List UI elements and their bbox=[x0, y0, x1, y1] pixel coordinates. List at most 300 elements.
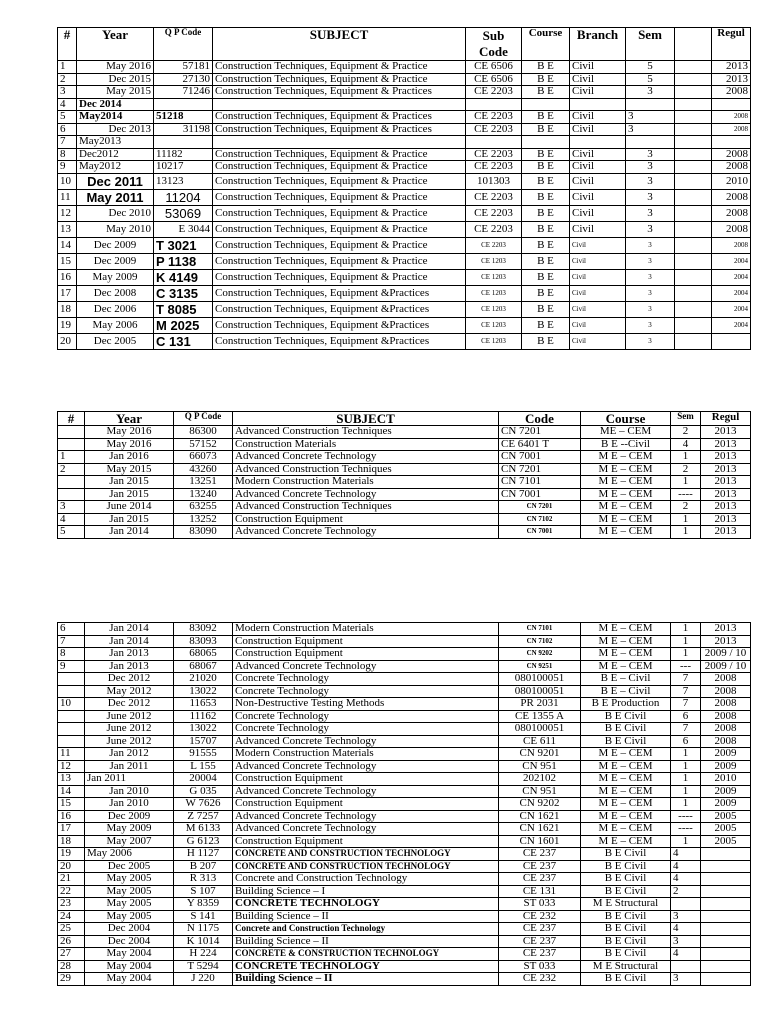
table-cell: 3 bbox=[626, 189, 675, 205]
table-row bbox=[58, 835, 751, 848]
table-cell: 7 bbox=[671, 673, 701, 686]
header-cell: Course bbox=[581, 412, 671, 426]
table-cell: 3 bbox=[626, 161, 675, 174]
table-row bbox=[58, 785, 751, 798]
table-cell bbox=[701, 873, 751, 886]
table-cell: 11 bbox=[58, 189, 77, 205]
table-cell: CE 2203 bbox=[466, 161, 522, 174]
table-cell bbox=[701, 910, 751, 923]
table-cell: Advanced Concrete Technology bbox=[233, 735, 499, 748]
table-cell: 1 bbox=[671, 648, 701, 661]
exam-papers-table-3 bbox=[57, 622, 751, 986]
table-cell bbox=[466, 136, 522, 149]
table-cell: 2008 bbox=[712, 189, 751, 205]
table-cell: CN 7101 bbox=[499, 623, 581, 636]
table-cell: 2004 bbox=[712, 317, 751, 333]
table-cell: B E Civil bbox=[581, 885, 671, 898]
table-cell: CN 9251 bbox=[499, 660, 581, 673]
table-cell: P 1138 bbox=[154, 253, 213, 269]
table-cell: S 107 bbox=[174, 885, 233, 898]
table-cell: 17 bbox=[58, 285, 77, 301]
table-cell bbox=[213, 98, 466, 111]
table-cell: May 2005 bbox=[85, 873, 174, 886]
table-cell: CN 1601 bbox=[499, 835, 581, 848]
table-cell: 11162 bbox=[174, 710, 233, 723]
table-cell bbox=[675, 253, 712, 269]
table-cell bbox=[675, 123, 712, 136]
table-cell: Non-Destructive Testing Methods bbox=[233, 698, 499, 711]
table-cell: May 2016 bbox=[85, 426, 174, 439]
table-cell: 27130 bbox=[154, 73, 213, 86]
table-row bbox=[58, 61, 751, 74]
table-cell: 7 bbox=[671, 698, 701, 711]
table-cell: M E – CEM bbox=[581, 798, 671, 811]
table-row bbox=[58, 333, 751, 349]
table-row bbox=[58, 86, 751, 99]
table-cell: Construction Equipment bbox=[233, 798, 499, 811]
table-cell: Z 7257 bbox=[174, 810, 233, 823]
table-row bbox=[58, 798, 751, 811]
table-cell bbox=[675, 301, 712, 317]
table-cell: May2013 bbox=[77, 136, 154, 149]
table-cell: CN 7101 bbox=[499, 476, 581, 489]
table-cell bbox=[675, 111, 712, 124]
table-cell: Advanced Construction Techniques bbox=[233, 463, 499, 476]
table-cell: Construction Techniques, Equipment &Practices bbox=[213, 285, 466, 301]
table-row bbox=[58, 673, 751, 686]
table-cell bbox=[671, 960, 701, 973]
table-cell: May 2004 bbox=[85, 948, 174, 961]
table-cell: 1 bbox=[58, 61, 77, 74]
table-cell: 53069 bbox=[154, 205, 213, 221]
table-cell: 2013 bbox=[701, 451, 751, 464]
table-cell: Construction Techniques, Equipment & Practice bbox=[213, 73, 466, 86]
table-cell: 68065 bbox=[174, 648, 233, 661]
table-cell: 91555 bbox=[174, 748, 233, 761]
table-cell: 2013 bbox=[701, 526, 751, 539]
table-cell: 12 bbox=[58, 760, 85, 773]
table-cell: CN 9201 bbox=[499, 748, 581, 761]
table-cell bbox=[213, 136, 466, 149]
table-cell bbox=[154, 98, 213, 111]
table-cell: May 2006 bbox=[77, 317, 154, 333]
table-cell: CONCRETE TECHNOLOGY bbox=[233, 960, 499, 973]
table-row bbox=[58, 635, 751, 648]
table-cell: May 2006 bbox=[85, 848, 174, 861]
table-cell: 2013 bbox=[712, 61, 751, 74]
table-cell: CE 2203 bbox=[466, 148, 522, 161]
table-row bbox=[58, 873, 751, 886]
table-cell: CE 1355 A bbox=[499, 710, 581, 723]
table-cell: 3 bbox=[671, 910, 701, 923]
table-cell: 24 bbox=[58, 910, 85, 923]
table-cell: 2 bbox=[671, 426, 701, 439]
table-cell: 2005 bbox=[701, 835, 751, 848]
table-cell: Jan 2014 bbox=[85, 635, 174, 648]
table-cell: June 2012 bbox=[85, 735, 174, 748]
table-cell: 1 bbox=[671, 785, 701, 798]
table-cell: Construction Equipment bbox=[233, 773, 499, 786]
table-cell: 6 bbox=[58, 123, 77, 136]
table-cell: CN 7201 bbox=[499, 501, 581, 514]
table-cell: CN 1621 bbox=[499, 810, 581, 823]
table-cell: Civil bbox=[570, 111, 626, 124]
table-row bbox=[58, 501, 751, 514]
table-cell: Building Science – I bbox=[233, 885, 499, 898]
table-cell: ---- bbox=[671, 823, 701, 836]
header-cell: Sub Code bbox=[466, 28, 522, 61]
table-cell bbox=[522, 136, 570, 149]
table-cell: 202102 bbox=[499, 773, 581, 786]
table-cell: 1 bbox=[671, 451, 701, 464]
table-cell: 1 bbox=[58, 451, 85, 464]
table-cell: Advanced Construction Techniques bbox=[233, 501, 499, 514]
table-cell: CE 2203 bbox=[466, 237, 522, 253]
table-cell: Construction Equipment bbox=[233, 513, 499, 526]
table-cell: Dec 2014 bbox=[77, 98, 154, 111]
table-row bbox=[58, 735, 751, 748]
table-cell: 4 bbox=[58, 513, 85, 526]
table-cell: June 2012 bbox=[85, 723, 174, 736]
table-cell: 3 bbox=[626, 333, 675, 349]
table-cell: B E – Civil bbox=[581, 685, 671, 698]
table-cell: CN 9202 bbox=[499, 648, 581, 661]
table-cell: C 131 bbox=[154, 333, 213, 349]
table-cell: B E --Civil bbox=[581, 438, 671, 451]
table-cell: 080100051 bbox=[499, 685, 581, 698]
table-cell bbox=[58, 426, 85, 439]
table-cell: 5 bbox=[626, 73, 675, 86]
table-cell: 14 bbox=[58, 785, 85, 798]
table-cell: 43260 bbox=[174, 463, 233, 476]
table-cell: Civil bbox=[570, 73, 626, 86]
table-cell: B E Civil bbox=[581, 710, 671, 723]
table-cell bbox=[675, 269, 712, 285]
table-cell: M E – CEM bbox=[581, 488, 671, 501]
table-cell: M E Structural bbox=[581, 898, 671, 911]
table-cell: B E Civil bbox=[581, 848, 671, 861]
table-cell: 2013 bbox=[701, 513, 751, 526]
table-cell: CE 237 bbox=[499, 948, 581, 961]
table-cell: B E bbox=[522, 148, 570, 161]
table-cell: Concrete Technology bbox=[233, 685, 499, 698]
table-cell: 080100051 bbox=[499, 673, 581, 686]
table-cell: 101303 bbox=[466, 173, 522, 189]
table-cell: Civil bbox=[570, 221, 626, 237]
table-cell: 3 bbox=[671, 935, 701, 948]
table-cell: CN 7001 bbox=[499, 451, 581, 464]
table-cell: 2008 bbox=[701, 685, 751, 698]
table-cell: Dec 2013 bbox=[77, 123, 154, 136]
table-cell: 2004 bbox=[712, 253, 751, 269]
table-row bbox=[58, 438, 751, 451]
table-cell: Civil bbox=[570, 285, 626, 301]
table-cell: B E Civil bbox=[581, 860, 671, 873]
header-cell: Regul bbox=[712, 28, 751, 61]
table-cell: 66073 bbox=[174, 451, 233, 464]
table-cell: M E – CEM bbox=[581, 526, 671, 539]
table-cell: 1 bbox=[671, 835, 701, 848]
table-cell: 19 bbox=[58, 317, 77, 333]
table-cell: Concrete Technology bbox=[233, 710, 499, 723]
table-cell: 14 bbox=[58, 237, 77, 253]
table-row bbox=[58, 253, 751, 269]
table-cell: CE 237 bbox=[499, 873, 581, 886]
table-cell: 21020 bbox=[174, 673, 233, 686]
table-cell: 83092 bbox=[174, 623, 233, 636]
table-cell: 13022 bbox=[174, 723, 233, 736]
table-cell: CE 1203 bbox=[466, 269, 522, 285]
table-cell bbox=[712, 136, 751, 149]
table-cell: 4 bbox=[671, 438, 701, 451]
table-cell: 7 bbox=[671, 723, 701, 736]
table-cell: CN 951 bbox=[499, 760, 581, 773]
table-cell: B E Civil bbox=[581, 935, 671, 948]
table-cell: M E – CEM bbox=[581, 476, 671, 489]
table-cell: Jan 2013 bbox=[85, 660, 174, 673]
header-cell: Regul bbox=[701, 412, 751, 426]
table-cell: 3 bbox=[626, 123, 675, 136]
table-cell bbox=[675, 161, 712, 174]
table-row bbox=[58, 426, 751, 439]
table-cell: 2008 bbox=[701, 723, 751, 736]
table-cell: Jan 2015 bbox=[85, 513, 174, 526]
table-cell: B E bbox=[522, 269, 570, 285]
table-cell: Construction Techniques, Equipment & Practice bbox=[213, 189, 466, 205]
table-cell: 21 bbox=[58, 873, 85, 886]
table-row bbox=[58, 111, 751, 124]
table-cell: M E – CEM bbox=[581, 623, 671, 636]
table-cell: M E – CEM bbox=[581, 748, 671, 761]
table-cell: Construction Techniques, Equipment & Practices bbox=[213, 86, 466, 99]
header-cell: Course bbox=[522, 28, 570, 61]
table-cell: 1 bbox=[671, 773, 701, 786]
table-cell: B E bbox=[522, 73, 570, 86]
table-cell: T 8085 bbox=[154, 301, 213, 317]
table-cell: 26 bbox=[58, 935, 85, 948]
table-cell: 3 bbox=[626, 221, 675, 237]
table-cell: Advanced Concrete Technology bbox=[233, 810, 499, 823]
table-cell: Dec 2006 bbox=[77, 301, 154, 317]
table-cell: 2008 bbox=[701, 735, 751, 748]
table-cell: Civil bbox=[570, 269, 626, 285]
table-cell: Dec 2009 bbox=[85, 810, 174, 823]
table-cell: 13123 bbox=[154, 173, 213, 189]
table-cell: 2013 bbox=[701, 623, 751, 636]
table-row bbox=[58, 173, 751, 189]
table-cell: 3 bbox=[626, 205, 675, 221]
table-cell: 51218 bbox=[154, 111, 213, 124]
table-cell: Dec 2005 bbox=[85, 860, 174, 873]
table-cell: B E bbox=[522, 253, 570, 269]
table-cell: Dec 2011 bbox=[77, 173, 154, 189]
table-cell bbox=[58, 438, 85, 451]
table-cell: 2 bbox=[671, 885, 701, 898]
table-cell bbox=[58, 723, 85, 736]
table-cell: 1 bbox=[671, 760, 701, 773]
table-row bbox=[58, 748, 751, 761]
table-row bbox=[58, 488, 751, 501]
table-cell: Construction Materials bbox=[233, 438, 499, 451]
table-cell: B E bbox=[522, 173, 570, 189]
table-row bbox=[58, 723, 751, 736]
table-cell: B E bbox=[522, 285, 570, 301]
table-cell: 28 bbox=[58, 960, 85, 973]
table-cell: CE 237 bbox=[499, 860, 581, 873]
table-cell: 3 bbox=[671, 973, 701, 986]
table-cell: 2008 bbox=[701, 673, 751, 686]
table-row bbox=[58, 648, 751, 661]
table-cell: G 6123 bbox=[174, 835, 233, 848]
table-cell: B E bbox=[522, 333, 570, 349]
table-cell: Y 8359 bbox=[174, 898, 233, 911]
table-cell: K 4149 bbox=[154, 269, 213, 285]
table-cell: Building Science – II bbox=[233, 973, 499, 986]
table-cell: CE 1203 bbox=[466, 301, 522, 317]
table-cell: 83090 bbox=[174, 526, 233, 539]
table-cell: 11182 bbox=[154, 148, 213, 161]
header-cell: SUBJECT bbox=[213, 28, 466, 61]
table-cell: 3 bbox=[626, 285, 675, 301]
table-cell bbox=[675, 205, 712, 221]
table-cell: 2008 bbox=[712, 123, 751, 136]
table-cell: Modern Construction Materials bbox=[233, 623, 499, 636]
table-cell bbox=[712, 98, 751, 111]
table-cell: Dec 2005 bbox=[77, 333, 154, 349]
table-cell: 15 bbox=[58, 798, 85, 811]
table-cell bbox=[626, 98, 675, 111]
table-cell: M E – CEM bbox=[581, 513, 671, 526]
table-cell: May 2004 bbox=[85, 960, 174, 973]
table-header-row bbox=[58, 412, 751, 426]
table-row bbox=[58, 773, 751, 786]
table-cell: May 2015 bbox=[77, 86, 154, 99]
table-cell: CE 237 bbox=[499, 923, 581, 936]
table-cell: 2013 bbox=[701, 463, 751, 476]
table-cell: 4 bbox=[671, 948, 701, 961]
table-cell: Concrete and Construction Technology bbox=[233, 873, 499, 886]
table-cell bbox=[570, 136, 626, 149]
table-cell: B E bbox=[522, 189, 570, 205]
table-cell: Dec 2009 bbox=[77, 237, 154, 253]
table-cell: Building Science – II bbox=[233, 910, 499, 923]
table-cell: Dec 2015 bbox=[77, 73, 154, 86]
table-cell: 2008 bbox=[712, 237, 751, 253]
table-cell: ST 033 bbox=[499, 960, 581, 973]
table-cell: CE 2203 bbox=[466, 221, 522, 237]
table-cell: 63255 bbox=[174, 501, 233, 514]
table-cell: 2 bbox=[671, 463, 701, 476]
table-cell: 2009 bbox=[701, 785, 751, 798]
table-cell: M E – CEM bbox=[581, 635, 671, 648]
table-cell bbox=[701, 923, 751, 936]
table-cell: CE 1203 bbox=[466, 317, 522, 333]
table-cell: Jan 2010 bbox=[85, 785, 174, 798]
table-cell: Construction Techniques, Equipment &Practices bbox=[213, 333, 466, 349]
table-cell: 10 bbox=[58, 173, 77, 189]
table-cell: CE 1203 bbox=[466, 285, 522, 301]
table-cell bbox=[58, 710, 85, 723]
table-cell: 1 bbox=[671, 476, 701, 489]
table-cell bbox=[701, 848, 751, 861]
exam-papers-table-2 bbox=[57, 411, 751, 539]
table-row bbox=[58, 285, 751, 301]
table-cell: Jan 2016 bbox=[85, 451, 174, 464]
table-cell: 13 bbox=[58, 773, 85, 786]
table-cell: ME – CEM bbox=[581, 426, 671, 439]
table-cell: May2014 bbox=[77, 111, 154, 124]
table-cell: 68067 bbox=[174, 660, 233, 673]
table-row bbox=[58, 161, 751, 174]
table-cell: 25 bbox=[58, 923, 85, 936]
table-row bbox=[58, 848, 751, 861]
table-cell: 3 bbox=[626, 317, 675, 333]
table-cell: Jan 2011 bbox=[85, 760, 174, 773]
table-cell: M E – CEM bbox=[581, 835, 671, 848]
table-cell: 57152 bbox=[174, 438, 233, 451]
table-cell: 10217 bbox=[154, 161, 213, 174]
table-row bbox=[58, 960, 751, 973]
table-cell bbox=[701, 860, 751, 873]
table-cell: Construction Equipment bbox=[233, 835, 499, 848]
table-row bbox=[58, 698, 751, 711]
table-cell: CE 6401 T bbox=[499, 438, 581, 451]
table-cell: Civil bbox=[570, 333, 626, 349]
table-cell: Construction Techniques, Equipment &Practices bbox=[213, 301, 466, 317]
table-cell: B E Civil bbox=[581, 735, 671, 748]
table-cell: Dec 2010 bbox=[77, 205, 154, 221]
table-cell: M E – CEM bbox=[581, 810, 671, 823]
table-cell: 2 bbox=[671, 501, 701, 514]
table-cell: B E bbox=[522, 161, 570, 174]
table-cell: Civil bbox=[570, 205, 626, 221]
table-cell: T 5294 bbox=[174, 960, 233, 973]
table-cell: 2008 bbox=[712, 86, 751, 99]
table-cell: CE 232 bbox=[499, 910, 581, 923]
table-cell: 6 bbox=[671, 735, 701, 748]
table-cell: K 1014 bbox=[174, 935, 233, 948]
table-cell bbox=[58, 735, 85, 748]
table-cell: CN 951 bbox=[499, 785, 581, 798]
table-cell: 4 bbox=[671, 848, 701, 861]
table-cell: B E Civil bbox=[581, 910, 671, 923]
table-cell: B E bbox=[522, 61, 570, 74]
table-cell: CN 7201 bbox=[499, 426, 581, 439]
table-cell: Building Science – II bbox=[233, 935, 499, 948]
table-cell: 2008 bbox=[712, 148, 751, 161]
table-cell: --- bbox=[671, 660, 701, 673]
table-cell: Jan 2014 bbox=[85, 526, 174, 539]
header-cell: Q P Code bbox=[174, 412, 233, 426]
table-cell bbox=[671, 898, 701, 911]
table-cell: 13 bbox=[58, 221, 77, 237]
table-cell: 9 bbox=[58, 161, 77, 174]
table-cell: June 2012 bbox=[85, 710, 174, 723]
table-cell: CE 2203 bbox=[466, 189, 522, 205]
table-cell: 20 bbox=[58, 860, 85, 873]
table-cell: 13022 bbox=[174, 685, 233, 698]
table-cell: B E – Civil bbox=[581, 673, 671, 686]
table-cell: Construction Techniques, Equipment & Practice bbox=[213, 173, 466, 189]
table-cell: 4 bbox=[671, 873, 701, 886]
table-cell bbox=[58, 488, 85, 501]
table-cell: M E Structural bbox=[581, 960, 671, 973]
table-row bbox=[58, 823, 751, 836]
table-cell: 2008 bbox=[712, 111, 751, 124]
table-cell: Dec 2008 bbox=[77, 285, 154, 301]
table-cell: J 220 bbox=[174, 973, 233, 986]
table-cell: R 313 bbox=[174, 873, 233, 886]
